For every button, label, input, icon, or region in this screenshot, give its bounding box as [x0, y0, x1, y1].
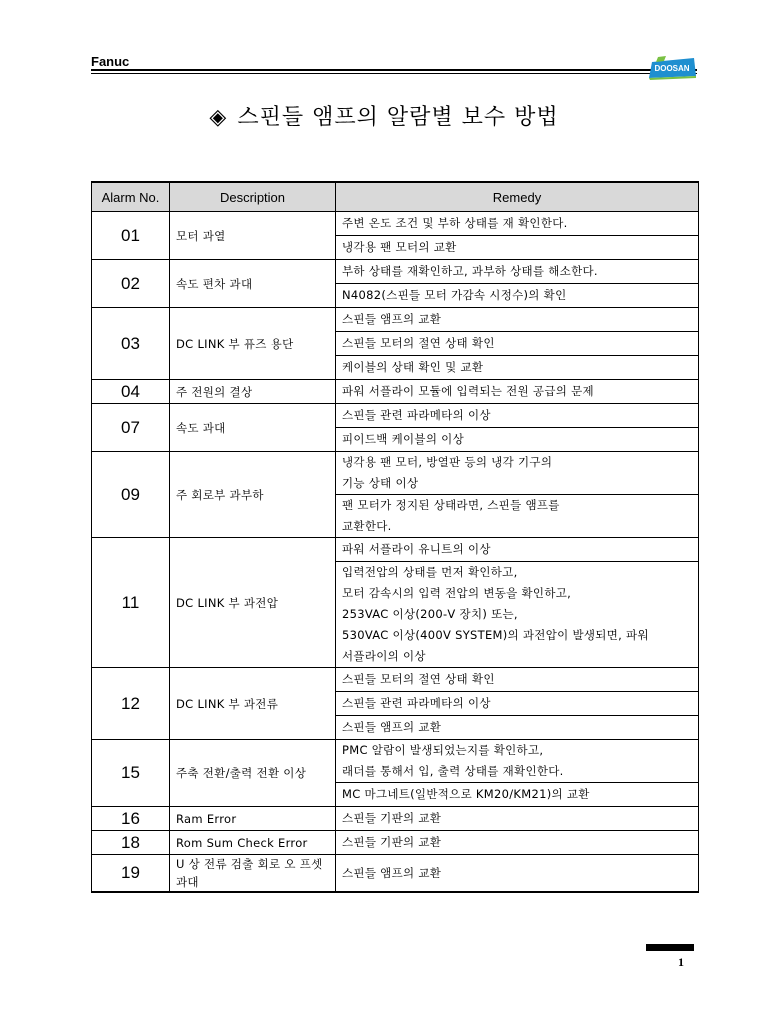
page-title [0, 100, 768, 131]
alarm-description: 주 회로부 과부하 [170, 452, 336, 538]
remedy-cell [336, 716, 699, 740]
title-marker-icon: ◈ [209, 105, 228, 130]
table-row [92, 212, 699, 236]
table-row [92, 452, 699, 495]
remedy-cell [336, 538, 699, 562]
remedy-cell [336, 495, 699, 538]
remedy-line: MC 마그네트(일반적으로 KM20/KM21)의 교환 [342, 787, 590, 801]
remedy-line: 피이드백 케이블의 이상 [342, 432, 464, 446]
remedy-line: 스핀들 기판의 교환 [342, 835, 442, 849]
remedy-cell [336, 668, 699, 692]
alarm-number: 12 [92, 668, 170, 740]
remedy-cell [336, 807, 699, 831]
remedy-cell [336, 452, 699, 495]
remedy-line: 530VAC 이상(400V SYSTEM)의 과전압이 발생되면, 파워 [342, 628, 649, 642]
page-number-bar [646, 944, 694, 951]
alarm-description: 모터 과열 [170, 212, 336, 260]
alarm-number: 03 [92, 308, 170, 380]
remedy-cell [336, 356, 699, 380]
remedy-line: 스핀들 모터의 절연 상태 확인 [342, 336, 495, 350]
table-row [92, 380, 699, 404]
remedy-cell [336, 428, 699, 452]
remedy-line: 모터 감속시의 입력 전압의 변동을 확인하고, [342, 586, 572, 600]
remedy-cell [336, 212, 699, 236]
title-text: 스핀들 앰프의 알람별 보수 방법 [237, 105, 559, 130]
remedy-cell [336, 855, 699, 893]
remedy-line: 입력전압의 상태를 먼저 확인하고, [342, 565, 518, 579]
remedy-line: 스핀들 기판의 교환 [342, 811, 442, 825]
remedy-line: 스핀들 관련 파라메타의 이상 [342, 696, 491, 710]
remedy-line: 부하 상태를 재확인하고, 과부하 상태를 해소한다. [342, 264, 598, 278]
remedy-line: 냉각용 팬 모터의 교환 [342, 240, 457, 254]
alarm-description: DC LINK 부 과전류 [170, 668, 336, 740]
remedy-cell [336, 308, 699, 332]
alarm-description: Rom Sum Check Error [170, 831, 336, 855]
remedy-cell [336, 260, 699, 284]
remedy-cell [336, 284, 699, 308]
table-row [92, 404, 699, 428]
col-header-description: Description [170, 182, 336, 212]
remedy-line: 팬 모터가 정지된 상태라면, 스핀들 앰프를 [342, 498, 560, 512]
remedy-line: 파워 서플라이 모듈에 입력되는 전원 공급의 문제 [342, 384, 594, 398]
header-rule-thin [91, 73, 697, 74]
alarm-description: U 상 전류 검출 회로 오 프셋 과대 [170, 855, 336, 893]
remedy-cell [336, 332, 699, 356]
remedy-line: 래더를 통해서 입, 출력 상태를 재확인한다. [342, 764, 564, 778]
table-row [92, 308, 699, 332]
remedy-line: 서플라이의 이상 [342, 649, 426, 663]
table-row [92, 668, 699, 692]
alarm-number: 18 [92, 831, 170, 855]
alarm-number: 16 [92, 807, 170, 831]
table-row [92, 538, 699, 562]
alarm-number: 09 [92, 452, 170, 538]
remedy-line: 스핀들 모터의 절연 상태 확인 [342, 672, 495, 686]
remedy-line: PMC 알람이 발생되었는지를 확인하고, [342, 743, 544, 757]
remedy-line: 스핀들 앰프의 교환 [342, 865, 442, 880]
table-row [92, 807, 699, 831]
table-row [92, 740, 699, 783]
remedy-cell [336, 236, 699, 260]
remedy-cell [336, 562, 699, 668]
table-row [92, 855, 699, 893]
remedy-line: 교환한다. [342, 519, 392, 533]
remedy-cell [336, 740, 699, 783]
alarm-description: DC LINK 부 과전압 [170, 538, 336, 668]
alarm-number: 15 [92, 740, 170, 807]
col-header-remedy: Remedy [336, 182, 699, 212]
remedy-line: 스핀들 관련 파라메타의 이상 [342, 408, 491, 422]
remedy-line: 스핀들 앰프의 교환 [342, 720, 442, 734]
alarm-number: 01 [92, 212, 170, 260]
alarm-number: 02 [92, 260, 170, 308]
logo-text: DOOSAN [654, 64, 690, 73]
header-rule [91, 69, 697, 71]
remedy-line: 기능 상태 이상 [342, 476, 419, 490]
alarm-description: Ram Error [170, 807, 336, 831]
remedy-cell [336, 783, 699, 807]
doosan-logo [644, 56, 699, 80]
remedy-cell [336, 831, 699, 855]
remedy-line: 스핀들 앰프의 교환 [342, 312, 442, 326]
table-row [92, 260, 699, 284]
remedy-cell [336, 380, 699, 404]
header-brand: Fanuc [91, 54, 130, 69]
alarm-description: 주축 전환/출력 전환 이상 [170, 740, 336, 807]
remedy-line: 파워 서플라이 유니트의 이상 [342, 542, 491, 556]
remedy-line: 케이블의 상태 확인 및 교환 [342, 360, 484, 374]
alarm-description: DC LINK 부 퓨즈 용단 [170, 308, 336, 380]
alarm-number: 19 [92, 855, 170, 893]
remedy-cell [336, 404, 699, 428]
alarm-description: 속도 편차 과대 [170, 260, 336, 308]
remedy-cell [336, 692, 699, 716]
remedy-line: 냉각용 팬 모터, 방열판 등의 냉각 기구의 [342, 455, 553, 469]
table-header-row [92, 182, 699, 212]
remedy-line: 253VAC 이상(200-V 장치) 또는, [342, 607, 518, 621]
remedy-line: 주변 온도 조건 및 부하 상태를 재 확인한다. [342, 216, 568, 230]
alarm-description: 속도 과대 [170, 404, 336, 452]
alarm-number: 04 [92, 380, 170, 404]
alarm-description: 주 전원의 결상 [170, 380, 336, 404]
col-header-alarm-no: Alarm No. [92, 182, 170, 212]
alarm-table [91, 181, 699, 893]
alarm-table-body [92, 212, 699, 893]
alarm-number: 07 [92, 404, 170, 452]
page-number: 1 [678, 955, 684, 969]
alarm-number: 11 [92, 538, 170, 668]
remedy-line: N4082(스핀들 모터 가감속 시정수)의 확인 [342, 288, 567, 302]
table-row [92, 831, 699, 855]
